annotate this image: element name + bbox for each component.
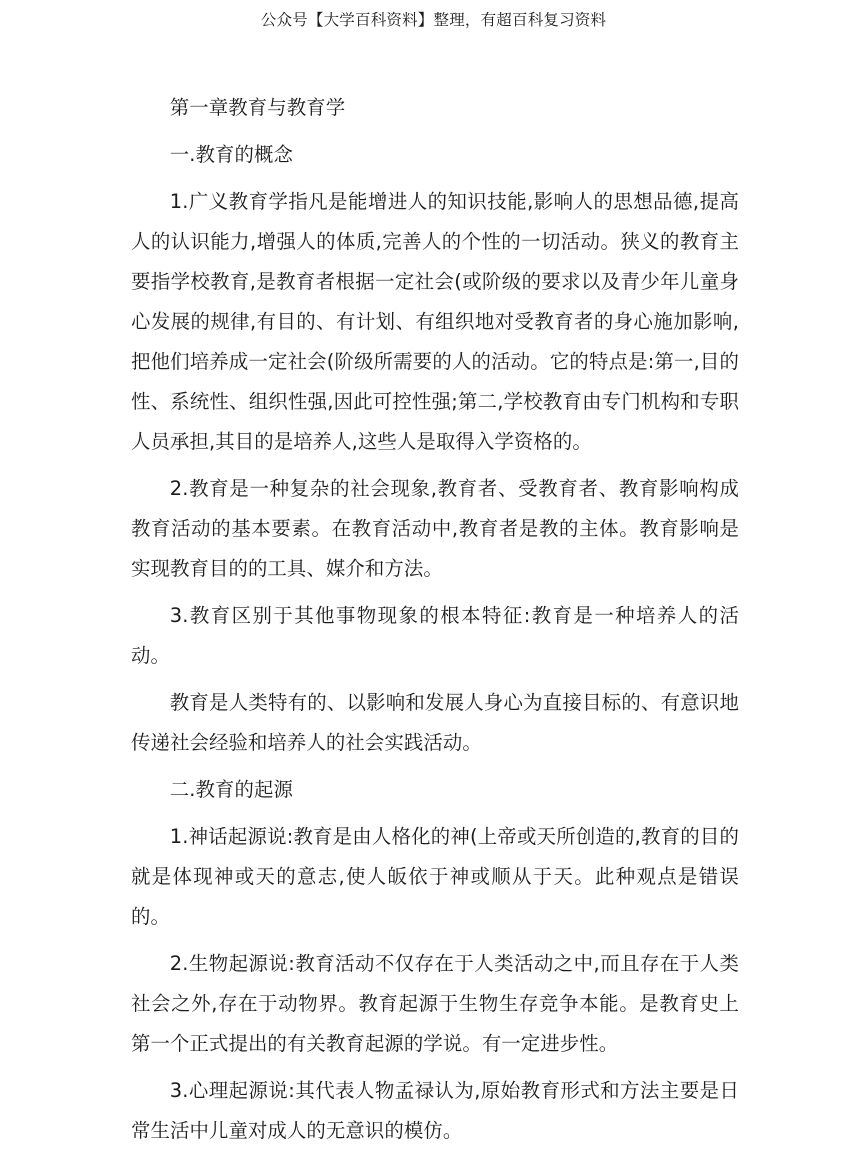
document-body xyxy=(131,88,739,1158)
section-heading-1: 一.教育的概念 xyxy=(169,143,294,166)
paragraph: 3.教育区别于其他事物现象的根本特征:教育是一种培养人的活动。 xyxy=(131,604,739,667)
paragraph: 3.心理起源说:其代表人物孟禄认为,原始教育形式和方法主要是日常生活中儿童对成人的无意识的模仿。 xyxy=(131,1079,739,1142)
paragraph: 1.广义教育学指凡是能增进人的知识技能,影响人的思想品德,提高人的认识能力,增强人的体质,完善人的个性的一切活动。狭义的教育主要指学校教育,是教育者根据一定社会(或阶级的要求以及青少年儿童身心发展的规律,有目的、有计划、有组织地对受教育者的身心施加影响,把他们培养成一定社会(阶级所需要的人的活动。它的特点是:第一,目的性、系统性、组织性强,因此可控性强;第二,学校教育由专门机构和专职人员承担,其目的是培养人,这些人是取得入学资格的。 xyxy=(131,190,739,453)
paragraph: 2.生物起源说:教育活动不仅存在于人类活动之中,而且存在于人类社会之外,存在于动物界。教育起源于生物生存竞争本能。是教育史上第一个正式提出的有关教育起源的学说。有一定进步性。 xyxy=(131,952,739,1055)
chapter-title: 第一章教育与教育学 xyxy=(169,96,346,119)
paragraph: 1.神话起源说:教育是由人格化的神(上帝或天所创造的,教育的目的就是体现神或天的意志,使人皈依于神或顺从于天。此种观点是错误的。 xyxy=(131,825,739,928)
paragraph: 2.教育是一种复杂的社会现象,教育者、受教育者、教育影响构成教育活动的基本要素。在教育活动中,教育者是教的主体。教育影响是实现教育目的的工具、媒介和方法。 xyxy=(131,477,739,580)
paragraph: 教育是人类特有的、以影响和发展人身心为直接目标的、有意识地传递社会经验和培养人的社会实践活动。 xyxy=(131,691,739,754)
section-heading-2: 二.教育的起源 xyxy=(169,778,294,801)
running-header: 公众号【大学百科资料】整理，有超百科复习资料 xyxy=(260,11,607,29)
